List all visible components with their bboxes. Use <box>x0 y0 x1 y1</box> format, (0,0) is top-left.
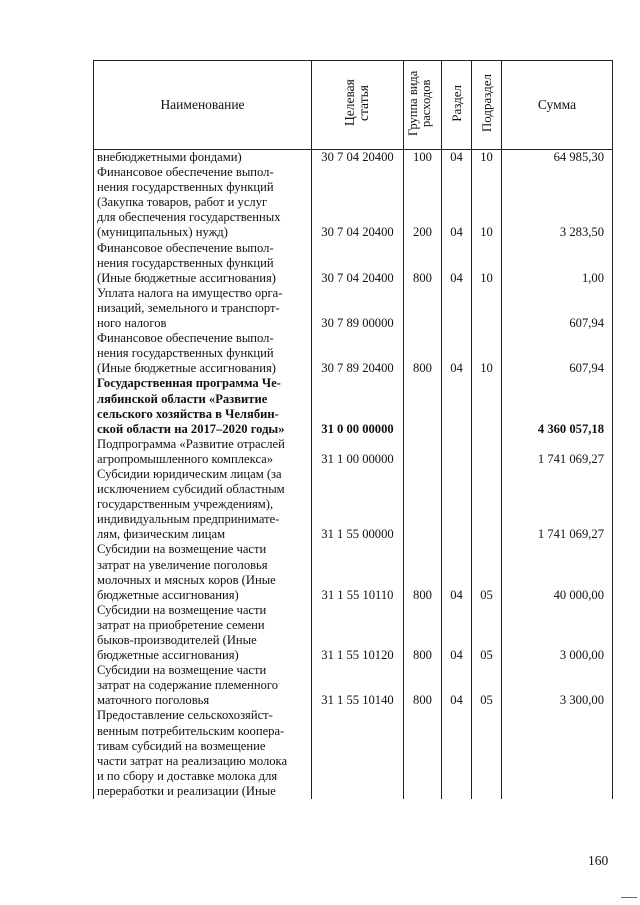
row-name: Субсидии на возмещение части затрат на содержание племенного маточного поголовья <box>94 663 312 708</box>
page-number: 160 <box>588 853 609 868</box>
row-section <box>442 286 472 331</box>
row-target: 31 1 55 10140 <box>312 663 404 708</box>
row-group: 800 <box>404 241 442 286</box>
row-sum: 3 000,00 <box>502 603 613 663</box>
row-name: Финансовое обеспечение выпол- нения государственных функций (Иные бюджетные ассигнования) <box>94 241 312 286</box>
row-sum: 64 985,30 <box>502 150 613 166</box>
table-header <box>94 61 613 150</box>
row-target: 31 1 55 00000 <box>312 467 404 542</box>
row-name: Подпрограмма «Развитие отраслей агропромышленного комплекса» <box>94 437 312 467</box>
header-group: Группа вида расходов <box>404 61 442 150</box>
row-group <box>404 467 442 542</box>
row-subsection <box>472 437 502 467</box>
row-sum <box>502 708 613 799</box>
row-group: 100 <box>404 150 442 166</box>
row-sum: 3 283,50 <box>502 165 613 240</box>
row-sum: 1,00 <box>502 241 613 286</box>
row-group <box>404 286 442 331</box>
row-subsection <box>472 376 502 436</box>
table-row <box>94 542 613 602</box>
row-subsection: 05 <box>472 663 502 708</box>
row-name: внебюджетными фондами) <box>94 150 312 166</box>
row-target: 30 7 89 20400 <box>312 331 404 376</box>
row-group: 200 <box>404 165 442 240</box>
table-row <box>94 663 613 708</box>
table-row <box>94 376 613 436</box>
row-section: 04 <box>442 603 472 663</box>
row-sum: 1 741 069,27 <box>502 467 613 542</box>
row-sum: 607,94 <box>502 286 613 331</box>
corner-mark <box>621 897 637 898</box>
row-section <box>442 467 472 542</box>
row-name: Государственная программа Че- лябинской области «Развитие сельского хозяйства в Челябин- ской области на 2017–2020 годы» <box>94 376 312 436</box>
row-section: 04 <box>442 150 472 166</box>
row-section: 04 <box>442 663 472 708</box>
table-row <box>94 241 613 286</box>
row-subsection <box>472 467 502 542</box>
row-name: Финансовое обеспечение выпол- нения государственных функций (Закупка товаров, работ и услуг для обеспечения государственных (муниципальных) нужд) <box>94 165 312 240</box>
row-target: 30 7 04 20400 <box>312 241 404 286</box>
header-target: Целевая статья <box>312 61 404 150</box>
table-row <box>94 165 613 240</box>
row-subsection <box>472 708 502 799</box>
row-section: 04 <box>442 241 472 286</box>
row-subsection: 10 <box>472 165 502 240</box>
table-row <box>94 286 613 331</box>
row-name: Субсидии на возмещение части затрат на увеличение поголовья молочных и мясных коров (Иные бюджетные ассигнования) <box>94 542 312 602</box>
row-sum: 3 300,00 <box>502 663 613 708</box>
table-row <box>94 708 613 799</box>
table-row <box>94 467 613 542</box>
budget-table <box>93 60 613 799</box>
row-name: Уплата налога на имущество орга- низаций, земельного и транспорт- ного налогов <box>94 286 312 331</box>
row-group <box>404 437 442 467</box>
row-group: 800 <box>404 603 442 663</box>
row-group: 800 <box>404 663 442 708</box>
table-row <box>94 331 613 376</box>
row-subsection: 10 <box>472 150 502 166</box>
header-section: Раздел <box>442 61 472 150</box>
row-name: Субсидии на возмещение части затрат на приобретение семени быков-производителей (Иные бюджетные ассигнования) <box>94 603 312 663</box>
header-subsection: Подраздел <box>472 61 502 150</box>
row-name: Субсидии юридическим лицам (за исключением субсидий областным государственным учреждениям), индивидуальным предпринимате- лям, физическим лицам <box>94 467 312 542</box>
row-section: 04 <box>442 165 472 240</box>
header-sum: Сумма <box>502 61 613 150</box>
row-group <box>404 376 442 436</box>
row-target: 30 7 89 00000 <box>312 286 404 331</box>
row-target: 30 7 04 20400 <box>312 165 404 240</box>
row-target: 30 7 04 20400 <box>312 150 404 166</box>
row-subsection <box>472 286 502 331</box>
row-section <box>442 376 472 436</box>
row-sum: 1 741 069,27 <box>502 437 613 467</box>
row-section <box>442 708 472 799</box>
row-name: Финансовое обеспечение выпол- нения государственных функций (Иные бюджетные ассигнования) <box>94 331 312 376</box>
row-target <box>312 708 404 799</box>
table-row <box>94 437 613 467</box>
row-group: 800 <box>404 542 442 602</box>
row-sum: 40 000,00 <box>502 542 613 602</box>
row-subsection: 10 <box>472 331 502 376</box>
row-subsection: 10 <box>472 241 502 286</box>
row-section: 04 <box>442 542 472 602</box>
row-subsection: 05 <box>472 542 502 602</box>
row-sum: 607,94 <box>502 331 613 376</box>
row-target: 31 1 55 10120 <box>312 603 404 663</box>
row-target: 31 1 55 10110 <box>312 542 404 602</box>
row-name: Предоставление сельскохозяйст- венным потребительским коопера- тивам субсидий на возмещение части затрат на реализацию молока и по сбору и доставке молока для переработки и реализации (Иные <box>94 708 312 799</box>
row-group <box>404 708 442 799</box>
row-subsection: 05 <box>472 603 502 663</box>
table-row <box>94 603 613 663</box>
row-sum: 4 360 057,18 <box>502 376 613 436</box>
row-group: 800 <box>404 331 442 376</box>
row-target: 31 1 00 00000 <box>312 437 404 467</box>
table-row <box>94 150 613 166</box>
header-name: Наименование <box>94 61 312 150</box>
row-section: 04 <box>442 331 472 376</box>
row-target: 31 0 00 00000 <box>312 376 404 436</box>
row-section <box>442 437 472 467</box>
